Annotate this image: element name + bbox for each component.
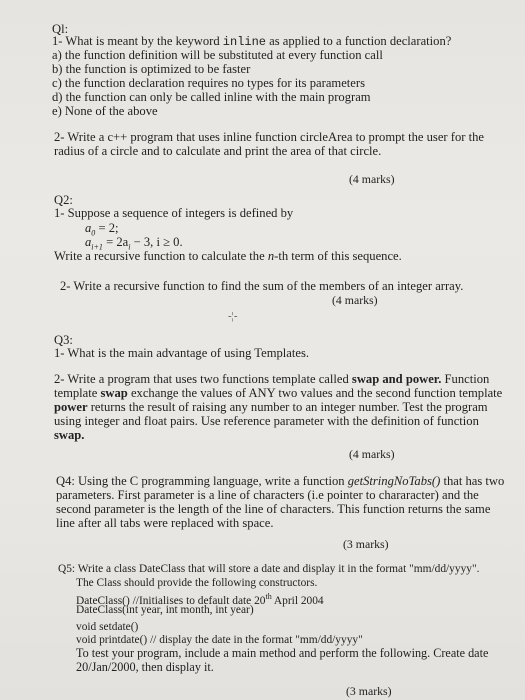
q2-part1-line2: Write a recursive function to calculate the n-th term of this sequence. (54, 249, 402, 263)
q3-marks: (4 marks) (349, 447, 395, 461)
q4-line4: line after all tabs were replaced with space. (56, 516, 274, 530)
q1-option-d: d) the function can only be called inline with the main program (52, 90, 371, 104)
q4-marks: (3 marks) (343, 537, 389, 551)
q2-part2-line1: 2- Write a recursive function to find the sum of the members of an integer array. (60, 279, 464, 293)
q5-line8: 20/Jan/2000, then display it. (76, 660, 214, 674)
q1-marks: (4 marks) (349, 172, 395, 186)
q4-line2: parameters. First parameter is a line of characters (i.e pointer to chararacter) and the (56, 488, 479, 502)
q5-line1: Q5: Write a class DateClass that will store a date and display it in the format "mm/dd/yyyy". (58, 563, 480, 575)
q2-equation-2: $a_{i+1} = 2a_i - 3$, i ≥ 0. (85, 235, 183, 252)
q5-line7: To test your program, include a main method and perform the following. Create date (76, 646, 489, 660)
q1-label: Ql: (52, 22, 69, 36)
q3-part2-line5: swap. (54, 428, 85, 442)
q5-line3: DateClass() //Initialises to default date 20th April 2004 (76, 592, 324, 607)
q1-option-e: e) None of the above (52, 104, 158, 118)
q3-part2-line4: using integer and float pairs. Use reference parameter with the definition of function (54, 414, 479, 428)
q1-option-c: c) the function declaration requires no types for its parameters (52, 76, 365, 90)
q1-part2-line1: 2- Write a c++ program that uses inline function circleArea to prompt the user for the (54, 130, 484, 144)
q3-part1: 1- What is the main advantage of using Templates. (54, 346, 310, 360)
q3-part2-line3: power returns the result of raising any number to an integer number. Test the program (54, 400, 488, 414)
q4-line1: Q4: Using the C programming language, write a function getStringNoTabs() that has two (56, 474, 505, 488)
q3-part2-line2: template swap exchange the values of ANY two values and the second function template (54, 386, 503, 400)
q1-part2-line2: radius of a circle and to calculate and print the area of that circle. (54, 144, 382, 158)
q5-line6: void printdate() // display the date in the format "mm/dd/yyyy" (76, 634, 363, 646)
q1-option-a: a) the function definition will be substituted at every function call (52, 48, 383, 62)
q5-line5: void setdate() (76, 621, 139, 633)
q2-marks: (4 marks) (332, 293, 378, 307)
q2-part1-line1: 1- Suppose a sequence of integers is defined by (54, 206, 294, 220)
q4-line3: second parameter is the length of the line of characters. This function returns the same (56, 502, 491, 516)
q2-label: Q2: (54, 193, 73, 207)
q3-part2-line1: 2- Write a program that uses two functions template called swap and power. Function (54, 372, 490, 386)
q1-part1: 1- What is meant by the keyword inline as applied to a function declaration? (52, 34, 452, 49)
q1-option-b: b) the function is optimized to be faster (52, 62, 251, 76)
q5-marks: (3 marks) (346, 684, 392, 698)
q5-line4: DateClass(int year, int month, int year) (76, 604, 254, 616)
q5-line2: The Class should provide the following constructors. (76, 577, 318, 589)
inline-keyword: inline (222, 35, 267, 49)
margin-mark: -¦- (228, 310, 238, 322)
q2-equation-1: $a_0 = 2$; (85, 221, 119, 238)
q3-label: Q3: (54, 333, 73, 347)
